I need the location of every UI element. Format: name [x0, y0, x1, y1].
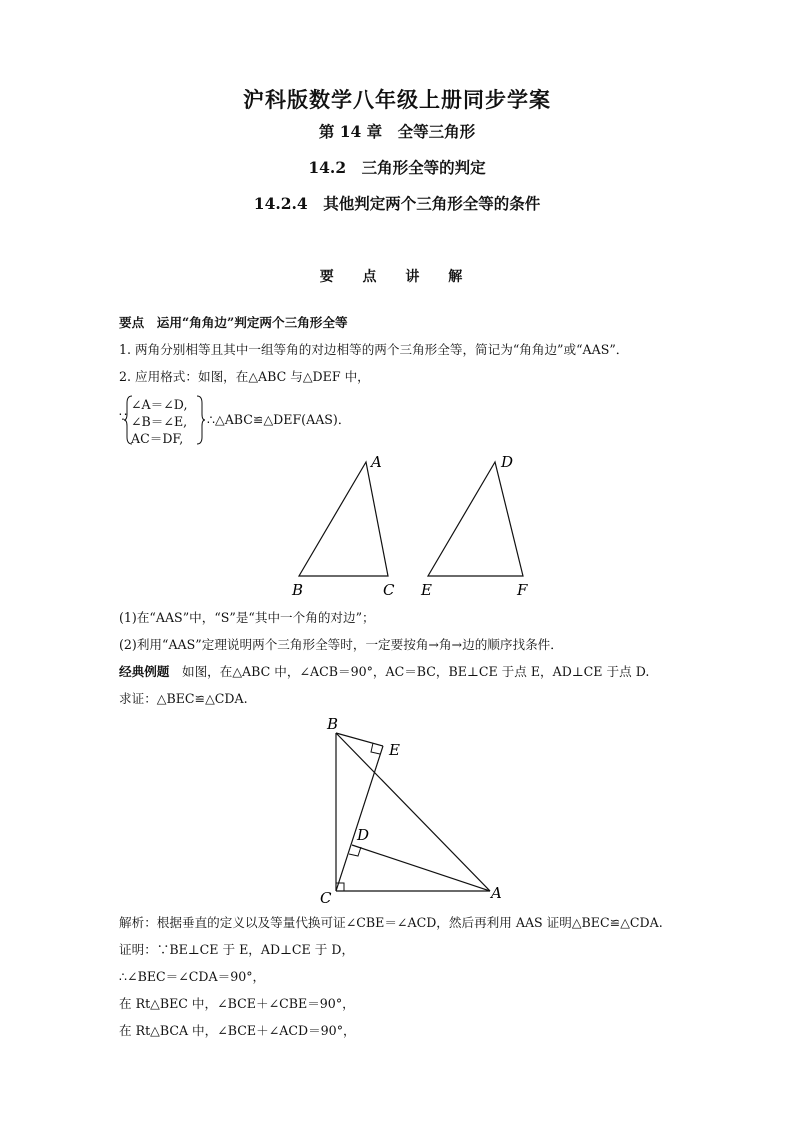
- document-title: 沪科版数学八年级上册同步学案: [243, 87, 551, 112]
- label-F: F: [517, 581, 528, 599]
- proof-line-1: 证明：∵BE⊥CE 于 E，AD⊥CE 于 D，: [119, 942, 355, 957]
- analysis: 解析：根据垂直的定义以及等量代换可证∠CBE＝∠ACD，然后再利用 AAS 证明△BEC≌△CDA.: [119, 915, 663, 930]
- label-D: D: [357, 826, 370, 844]
- item-2: 2. 应用格式：如图，在△ABC 与△DEF 中，: [119, 369, 370, 384]
- proof-line-3: 在 Rt△BEC 中，∠BCE＋∠CBE＝90°，: [119, 996, 355, 1011]
- note-1: (1)在“AAS”中，“S”是“其中一个角的对边”；: [119, 610, 375, 625]
- because-symbol: ∵: [119, 409, 128, 424]
- figure-triangles-abc-def: [285, 448, 545, 600]
- example-label: 经典例题: [119, 664, 170, 679]
- label-D: D: [501, 453, 514, 471]
- subsection-title: 14.2.4 其他判定两个三角形全等的条件: [253, 194, 541, 213]
- proof-line-4: 在 Rt△BCA 中，∠BCE＋∠ACD＝90°，: [119, 1023, 356, 1038]
- label-C: C: [320, 889, 332, 906]
- condition-1: ∠A＝∠D,: [131, 397, 188, 412]
- keypoint-line: [119, 314, 348, 332]
- condition-2: ∠B＝∠E,: [131, 414, 188, 429]
- section-title: 14.2 三角形全等的判定: [308, 158, 486, 177]
- keypoint-label: 要点: [119, 315, 145, 330]
- condition-3: AC＝DF,: [131, 431, 184, 446]
- label-C: C: [383, 581, 395, 599]
- label-A: A: [371, 453, 382, 471]
- proof-line-2: ∴∠BEC＝∠CDA＝90°，: [119, 969, 266, 984]
- right-angle-D: [349, 847, 361, 856]
- figure-example: [318, 712, 518, 906]
- label-B: B: [292, 581, 304, 599]
- label-B: B: [327, 715, 339, 733]
- prove-statement: 求证：△BEC≌△CDA.: [119, 691, 248, 706]
- section-heading: 要 点 讲 解: [319, 269, 475, 285]
- label-A: A: [491, 884, 502, 902]
- label-E: E: [421, 581, 432, 599]
- triangle-def: [428, 462, 523, 576]
- chapter-title: 第 14 章 全等三角形: [318, 122, 476, 141]
- segment-CE: [336, 746, 383, 891]
- example-line: [119, 663, 649, 681]
- segment-BA: [336, 733, 490, 891]
- right-brace: [195, 395, 205, 445]
- condition-block: [119, 394, 379, 446]
- segment-DA: [352, 845, 490, 891]
- note-2: (2)利用“AAS”定理说明两个三角形全等时，一定要按角→角→边的顺序找条件．: [119, 637, 563, 652]
- item-1: 1. 两角分别相等且其中一组等角的对边相等的两个三角形全等，简记为“角角边”或“AAS”．: [119, 342, 629, 357]
- triangle-abc: [299, 462, 388, 576]
- example-text: 如图，在△ABC 中，∠ACB＝90°，AC＝BC，BE⊥CE 于点 E，AD⊥CE 于点 D.: [169, 664, 650, 679]
- conclusion: ∴△ABC≌△DEF(AAS)．: [207, 412, 351, 427]
- label-E: E: [389, 741, 400, 759]
- keypoint-title: 运用“角角边”判定两个三角形全等: [156, 315, 348, 330]
